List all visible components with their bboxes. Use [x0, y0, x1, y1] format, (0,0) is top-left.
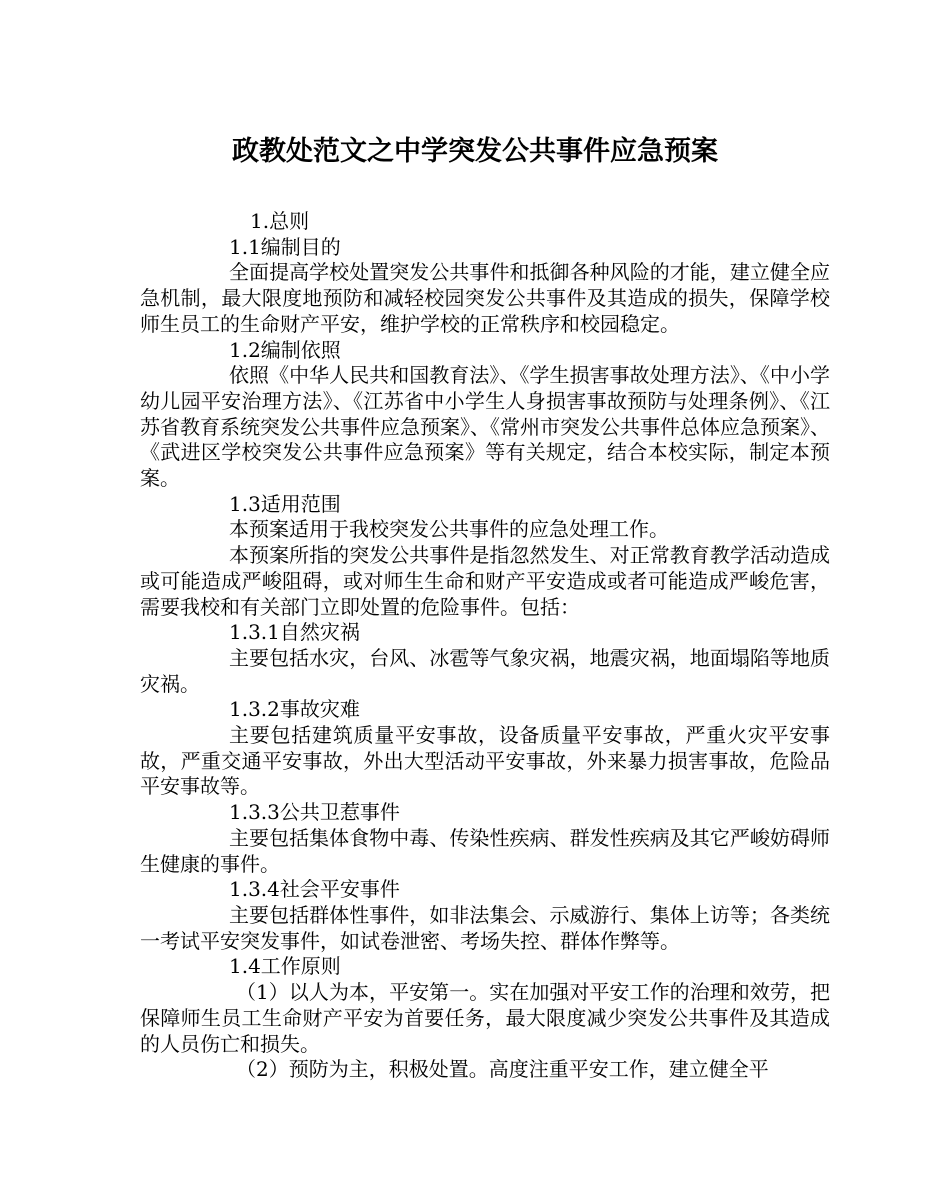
document-body: [140, 209, 830, 1083]
section-heading: 1.总则: [250, 209, 310, 233]
section-heading: 1.3.3公共卫惹事件: [229, 800, 400, 825]
paragraph: 主要包括集体食物中毒、传染性疾病、群发性疾病及其它严峻妨碍师生健康的事件。: [140, 825, 830, 876]
paragraph: 全面提高学校处置突发公共事件和抵御各种风险的才能，建立健全应急机制，最大限度地预防和减轻校园突发公共事件及其造成的损失，保障学校师生员工的生命财产平安，维护学校的正常秩序和校园稳定。: [140, 260, 830, 336]
paragraph: （2）预防为主，积极处置。高度注重平安工作，建立健全平: [236, 1057, 769, 1082]
paragraph: 主要包括群体性事件，如非法集会、示威游行、集体上访等；各类统一考试平安突发事件，如试卷泄密、考场失控、群体作弊等。: [140, 902, 830, 953]
section-heading: 1.2编制依照: [229, 337, 341, 362]
paragraph: 主要包括水灾，台风、冰雹等气象灾祸，地震灾祸，地面塌陷等地质灾祸。: [140, 645, 830, 696]
section-heading: 1.3.1自然灾祸: [229, 620, 360, 645]
document-title: 政教处范文之中学突发公共事件应急预案: [232, 136, 718, 167]
section-heading: 1.3.4社会平安事件: [229, 877, 400, 902]
paragraph: 本预案所指的突发公共事件是指忽然发生、对正常教育教学活动造成或可能造成严峻阻碍，或对师生生命和财产平安造成或者可能造成严峻危害，需要我校和有关部门立即处置的危险事件。包括：: [140, 543, 830, 619]
paragraph: （1）以人为本，平安第一。实在加强对平安工作的治理和效劳，把保障师生员工生命财产平安为首要任务，最大限度减少突发公共事件及其造成的人员伤亡和损失。: [140, 980, 830, 1056]
paragraph: 依照《中华人民共和国教育法》、《学生损害事故处理方法》、《中小学幼儿园平安治理方法》、《江苏省中小学生人身损害事故预防与处理条例》、《江苏省教育系统突发公共事件应急预案》、《常州市突发公共事件总体应急预案》、《武进区学校突发公共事件应急预案》等有关规定，结合本校实际，制定本预案。: [140, 363, 830, 491]
section-heading: 1.3适用范围: [229, 491, 341, 516]
section-heading: 1.3.2事故灾难: [229, 697, 360, 722]
paragraph: 主要包括建筑质量平安事故，设备质量平安事故，严重火灾平安事故，严重交通平安事故，外出大型活动平安事故，外来暴力损害事故，危险品平安事故等。: [140, 723, 830, 799]
section-heading: 1.1编制目的: [229, 234, 341, 259]
paragraph: 本预案适用于我校突发公共事件的应急处理工作。: [229, 517, 669, 542]
section-heading: 1.4工作原则: [229, 954, 341, 979]
